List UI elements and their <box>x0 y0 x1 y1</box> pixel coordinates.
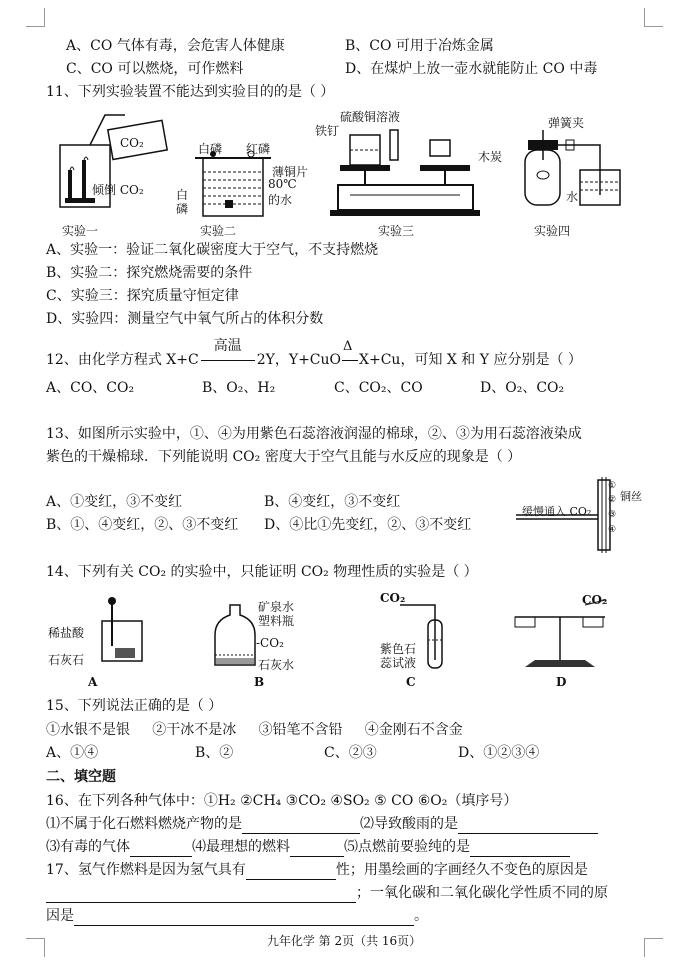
q17-end: 。 <box>414 908 428 924</box>
exp-name-3: 实验三 <box>378 224 415 238</box>
q14-co2-d-label: CO₂ <box>582 593 608 607</box>
q17-line-2 <box>46 883 608 903</box>
q12-stem-pre: 12、由化学方程式 X+C <box>46 352 199 368</box>
q16-part-1: ⑴不属于化石燃料燃烧产物的是 <box>46 816 242 832</box>
q14-bottle-label-2: 塑料瓶 <box>258 614 295 628</box>
q16-part-1-2 <box>46 814 598 834</box>
q10-option-a: A、CO 气体有毒，会危害人体健康 <box>66 38 285 54</box>
q11-option-b: B、实验二：探究燃烧需要的条件 <box>46 265 253 281</box>
exp2-water80b-label: 的水 <box>268 193 293 207</box>
q14-limewater-label: 石灰水 <box>258 658 295 672</box>
q17-stem-2: ；一氧化碳和二氧化碳化学性质不同的原 <box>356 885 608 901</box>
q13-mark-2: ② <box>608 495 617 505</box>
exp1-co2-label: CO₂ <box>120 136 144 150</box>
page-footer: 九年化学 第 2页（共 16页） <box>266 934 422 948</box>
exp2-copper-label: 薄铜片 <box>272 165 309 179</box>
exp3-nail-label: 铁钉 <box>315 124 340 138</box>
q15-option-a: A、①④ <box>46 745 99 761</box>
q12-stem-mid: 2Y，Y+CuO <box>256 352 342 368</box>
q10-option-b: B、CO 可用于冶炼金属 <box>345 38 494 54</box>
q12-stem <box>46 338 582 370</box>
q13-option-a: A、①变红，③不变红 <box>46 494 183 510</box>
q17-stem-1b: 性；用墨绘画的字画经久不变色的原因是 <box>335 862 588 878</box>
q14-letter-b: B <box>254 675 265 689</box>
q13-copper-wire-label: 铜丝 <box>620 490 642 503</box>
q13-option-d: D、④比①先变红，②、③不变红 <box>264 517 472 533</box>
q16-part-2: ⑵导致酸雨的是 <box>360 816 458 832</box>
q16-blank-1[interactable] <box>242 819 360 834</box>
exp2-water80-label: 80℃ <box>268 177 297 191</box>
q13-stem-line-1: 13、如图所示实验中，①、④为用紫色石蕊溶液润湿的棉球，②、③为用石蕊溶液染成 <box>46 426 582 442</box>
q15-statements: ①水银不是银 ②干冰不是冰 ③铅笔不含铅 ④金刚石不含金 <box>46 722 463 738</box>
q14-letter-d: D <box>556 675 567 689</box>
exp2-white-label: 白 <box>176 188 189 202</box>
q14-stem: 14、下列有关 CO₂ 的实验中，只能证明 CO₂ 物理性质的实验是（ ） <box>46 564 478 580</box>
q13-co2-inlet-label: 缓慢通入 CO₂ <box>522 505 592 518</box>
q14-co2-b-label: -CO₂ <box>256 636 284 650</box>
q11-option-c: C、实验三：探究质量守恒定律 <box>46 288 239 304</box>
exp4-water-label: 水 <box>566 190 579 204</box>
q17-line-1 <box>46 860 588 880</box>
q14-letter-a: A <box>88 675 98 689</box>
q16-stem: 16、在下列各种气体中：①H₂ ②CH₄ ③CO₂ ④SO₂ ⑤ CO ⑥O₂（填序号） <box>46 793 518 809</box>
q12-option-d: D、O₂、CO₂ <box>480 380 565 396</box>
q10-option-d: D、在煤炉上放一壶水就能防止 CO 中毒 <box>345 61 598 77</box>
q12-condition-high-temp: 高温 <box>213 338 242 354</box>
q11-stem: 11、下列实验装置不能达到实验目的的是（ ） <box>46 84 335 100</box>
exp-name-4: 实验四 <box>534 224 571 238</box>
section-title-fill-in: 二、填空题 <box>46 769 116 785</box>
q13-mark-3: ③ <box>608 510 617 520</box>
exp2-phosphorus-label: 磷 <box>176 202 189 216</box>
q10-option-c: C、CO 可以燃烧，可作燃料 <box>66 61 244 77</box>
q16-blank-3[interactable] <box>130 842 192 857</box>
exp4-clip-label: 弹簧夹 <box>548 116 585 130</box>
q16-blank-4[interactable] <box>290 842 344 857</box>
q13-option-c: B、①、④变红，②、③不变红 <box>46 517 239 533</box>
q17-blank-1[interactable] <box>246 865 336 880</box>
q13-mark-1: ① <box>608 481 617 491</box>
q14-letter-c: C <box>406 675 416 689</box>
q11-option-a: A、实验一：验证二氧化碳密度大于空气，不支持燃烧 <box>46 242 379 258</box>
q14-litmus-label-2: 蕊试液 <box>380 656 417 670</box>
exp3-cuso4-label: 硫酸铜溶液 <box>340 110 401 124</box>
exp2-white-phosphorus-label: 白磷 <box>198 142 223 156</box>
q17-stem-1: 17、氢气作燃料是因为氢气具有 <box>46 862 246 878</box>
exp-name-1: 实验一 <box>62 224 99 238</box>
q15-option-d: D、①②③④ <box>458 745 540 761</box>
q13-stem-line-2: 紫色的干燥棉球．下列能说明 CO₂ 密度大于空气且能与水反应的现象是（ ） <box>46 449 522 465</box>
q11-option-d: D、实验四：测量空气中氧气所占的体积分数 <box>46 311 324 327</box>
q12-option-a: A、CO、CO₂ <box>46 380 135 396</box>
q17-blank-3[interactable] <box>74 911 414 926</box>
q16-part-3: ⑶有毒的气体 <box>46 839 130 855</box>
q12-option-b: B、O₂、H₂ <box>202 380 276 396</box>
exp-name-2: 实验二 <box>200 224 237 238</box>
q17-line-3 <box>46 906 428 926</box>
crop-mark-top-left <box>26 8 45 27</box>
q16-blank-5[interactable] <box>470 842 570 857</box>
q12-condition-delta: Δ <box>343 339 353 354</box>
q12-option-c: C、CO₂、CO <box>334 380 423 396</box>
q15-stem: 15、下列说法正确的是（ ） <box>46 698 223 714</box>
q16-part-3-5 <box>46 837 570 857</box>
q14-acid-label: 稀盐酸 <box>48 626 85 640</box>
q12-stem-post: X+Cu，可知 X 和 Y 应分别是（ ） <box>359 352 582 368</box>
q14-litmus-label-1: 紫色石 <box>380 642 417 656</box>
q14-figure-a <box>90 596 150 666</box>
q17-stem-3: 因是 <box>46 908 74 924</box>
q14-limestone-label: 石灰石 <box>48 653 85 667</box>
q16-blank-2[interactable] <box>458 819 598 834</box>
q16-part-4: ⑷最理想的燃料 <box>192 839 290 855</box>
exp4-charcoal-label: 木炭 <box>478 150 503 164</box>
exp1-pour-label: 倾倒 CO₂ <box>92 183 144 197</box>
q17-blank-2[interactable] <box>46 888 356 903</box>
q15-option-c: C、②③ <box>324 745 377 761</box>
crop-mark-top-right <box>644 8 663 27</box>
exp2-red-phosphorus-label: 红磷 <box>246 142 271 156</box>
experiment-one-figure <box>50 110 180 220</box>
q16-part-5: ⑸点燃前要验纯的是 <box>344 839 470 855</box>
experiment-three-figure <box>330 110 480 220</box>
q15-option-b: B、② <box>195 745 234 761</box>
q13-option-b: B、④变红，③不变红 <box>264 494 401 510</box>
q13-mark-4: ④ <box>608 525 617 535</box>
q14-co2-c-label: CO₂ <box>380 591 406 605</box>
q14-bottle-label-1: 矿泉水 <box>258 600 295 614</box>
